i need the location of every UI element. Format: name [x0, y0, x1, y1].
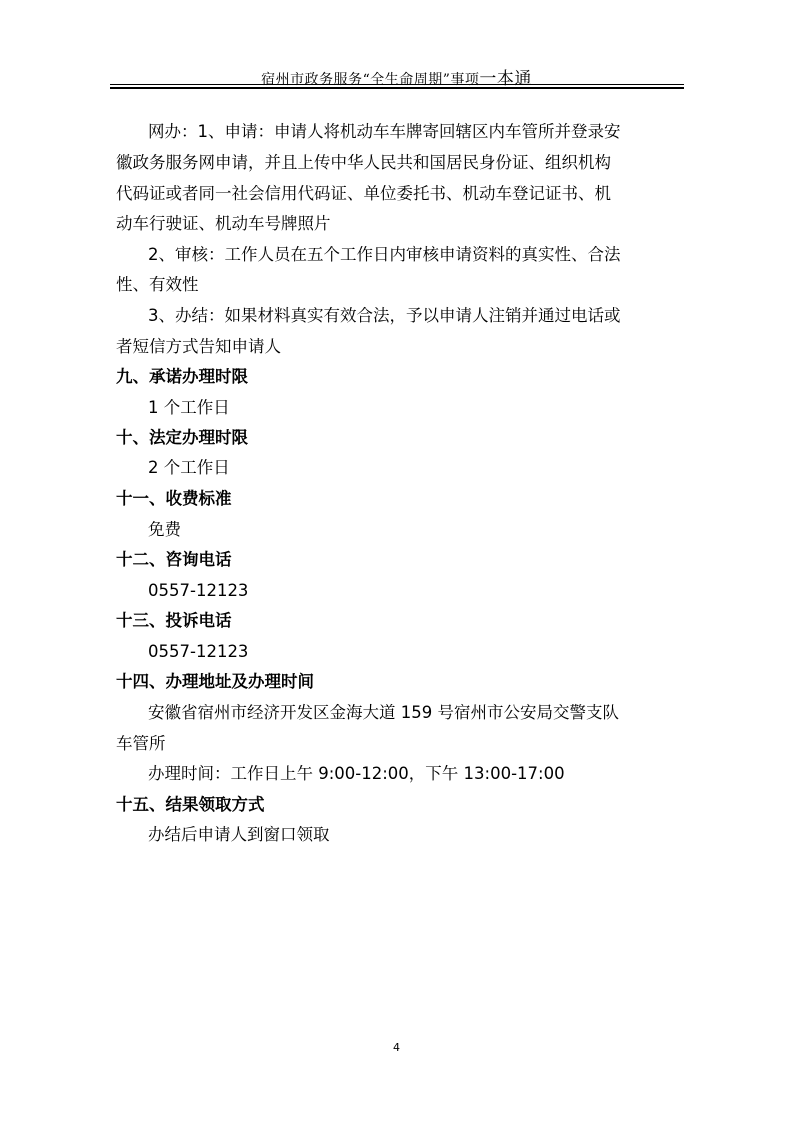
net-apply-line-3: 代码证或者同一社会信用代码证、单位委托书、机动车登记证书、机: [116, 184, 611, 203]
section-9-value: 1 个工作日: [148, 398, 230, 417]
page-header: [0, 64, 793, 89]
section-12-title: 十二、咨询电话: [116, 550, 232, 569]
section-15-value: 办结后申请人到窗口领取: [148, 825, 330, 844]
section-14-address-2: 车管所: [116, 734, 166, 753]
section-14-address-1: 安徽省宿州市经济开发区金海大道 159 号宿州市公安局交警支队: [148, 703, 619, 722]
page-number: 4: [393, 1041, 400, 1054]
section-12-value: 0557-12123: [148, 581, 249, 600]
section-10-title: 十、法定办理时限: [116, 428, 248, 447]
net-apply-line-1: 网办：1、申请：申请人将机动车车牌寄回辖区内车管所并登录安: [148, 122, 621, 141]
section-13-title: 十三、投诉电话: [116, 611, 232, 630]
net-review-line-1: 2、审核：工作人员在五个工作日内审核申请资料的真实性、合法: [148, 245, 621, 264]
net-apply-line-2: 徽政务服务网申请，并且上传中华人民共和国居民身份证、组织机构: [116, 153, 611, 172]
header-title-big: 一本通: [479, 69, 532, 89]
header-title: 宿州市政务服务“全生命周期”事项: [261, 72, 480, 88]
section-10-value: 2 个工作日: [148, 458, 230, 477]
header-rule-thick: [110, 87, 684, 89]
header-rule-thin: [110, 84, 684, 85]
section-14-hours: 办理时间：工作日上午 9:00-12:00，下午 13:00-17:00: [148, 764, 565, 783]
section-11-title: 十一、收费标准: [116, 489, 232, 508]
section-15-title: 十五、结果领取方式: [116, 795, 265, 814]
section-13-value: 0557-12123: [148, 642, 249, 661]
section-11-value: 免费: [148, 520, 181, 539]
section-14-title: 十四、办理地址及办理时间: [116, 672, 314, 691]
net-apply-line-4: 动车行驶证、机动车号牌照片: [116, 214, 331, 233]
net-finish-line-2: 者短信方式告知申请人: [116, 337, 281, 356]
net-review-line-2: 性、有效性: [116, 275, 199, 294]
section-9-title: 九、承诺办理时限: [116, 367, 248, 386]
net-finish-line-1: 3、办结：如果材料真实有效合法，予以申请人注销并通过电话或: [148, 306, 621, 325]
